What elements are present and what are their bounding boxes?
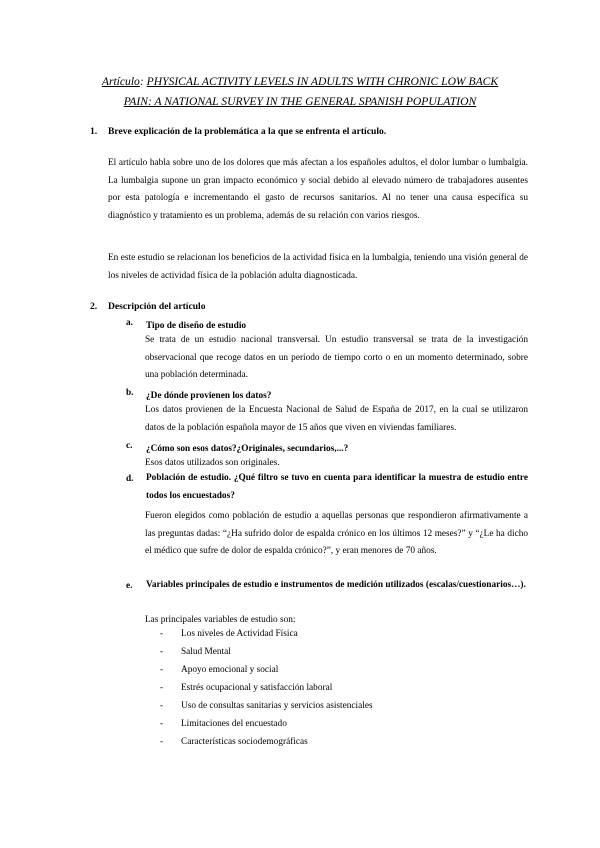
article-title <box>70 72 530 112</box>
title-line-1-text: PHYSICAL ACTIVITY LEVELS IN ADULTS WITH CHRONIC LOW BACK <box>146 75 499 88</box>
list-item-text: Salud Mental <box>181 647 231 657</box>
bullet-dash: - <box>160 737 164 747</box>
item-d-letter: d. <box>126 474 134 484</box>
section-1-paragraph-2: En este estudio se relacionan los beneficios de la actividad física en la lumbalgia, teniendo una visión general de los niveles de actividad física de la población adulta diagnosticada. <box>108 253 528 281</box>
item-a-letter: a. <box>126 318 133 328</box>
section-2-title: Descripción del artículo <box>108 301 206 312</box>
item-d-heading: Población de estudio. ¿Qué filtro se tuvo en cuenta para identificar la muestra de estudio entre todos los encuestados? <box>146 473 528 501</box>
section-1-number: 1. <box>90 126 98 137</box>
item-e-text: Las principales variables de estudio son: <box>145 615 296 625</box>
item-d-text: Fueron elegidos como población de estudio a aquellas personas que respondieron afirmativamente a las preguntas dadas: “¿Ha sufrido dolor de espalda crónico en los últimos 12 meses?” y “¿Le ha dicho el médico que sufre de dolor de espalda crónico?”, y eran menores de 70 años. <box>145 511 528 557</box>
bullet-dash: - <box>160 719 164 729</box>
item-a-heading: Tipo de diseño de estudio <box>146 321 247 331</box>
list-item-text: Uso de consultas sanitarias y servicios asistenciales <box>181 701 373 711</box>
title-lead: Artículo <box>101 75 140 88</box>
list-item-text: Los niveles de Actividad Física <box>181 629 298 639</box>
item-b-text: Los datos provienen de la Encuesta Nacional de Salud de España de 2017, en la cual se utilizaron datos de la población española mayor de 15 años que viven en viviendas familiares. <box>145 405 528 433</box>
item-c-heading: ¿Cómo son esos datos?¿Originales, secundarios,...? <box>146 444 349 454</box>
item-b-letter: b. <box>126 388 134 398</box>
title-line-2-text: PAIN: A NATIONAL SURVEY IN THE GENERAL SPANISH POPULATION <box>123 95 477 108</box>
item-c-letter: c. <box>126 441 133 451</box>
title-separator: : <box>139 75 147 88</box>
item-c-text: Esos datos utilizados son originales. <box>145 458 280 468</box>
item-a-text: Se trata de un estudio nacional transversal. Un estudio transversal se trata de la investigación observacional que recoge datos en un período de tiempo corto o en un momento determinado, sobre una población determinada. <box>145 335 528 381</box>
title-line-1 <box>70 72 530 92</box>
section-2-number: 2. <box>90 301 98 312</box>
bullet-dash: - <box>160 701 164 711</box>
bullet-dash: - <box>160 647 164 657</box>
bullet-dash: - <box>160 665 164 675</box>
bullet-dash: - <box>160 629 164 639</box>
section-1-paragraph-1: El artículo habla sobre uno de los dolores que más afectan a los españoles adultos, el dolor lumbar o lumbalgia. La lumbalgia supone un gran impacto económico y social debido al elevado número de trabajadores ausentes por esta patología e incrementando el gasto de recursos sanitarios. Al no tener una causa específica su diagnóstico y tratamiento es un problema, además de su relación con varios riesgos. <box>108 158 528 222</box>
list-item-text: Limitaciones del encuestado <box>181 719 287 729</box>
list-item-text: Estrés ocupacional y satisfacción laboral <box>181 683 333 693</box>
list-item-text: Apoyo emocional y social <box>181 665 279 675</box>
section-1-title: Breve explicación de la problemática a la que se enfrenta el artículo. <box>108 126 387 137</box>
item-b-heading: ¿De dónde provienen los datos? <box>146 391 272 401</box>
title-line-2 <box>70 92 530 112</box>
bullet-dash: - <box>160 683 164 693</box>
item-e-heading: Variables principales de estudio e instrumentos de medición utilizados (escalas/cuestionarios…). <box>146 580 526 590</box>
item-e-letter: e. <box>126 581 133 591</box>
list-item-text: Características sociodemográficas <box>181 737 308 747</box>
